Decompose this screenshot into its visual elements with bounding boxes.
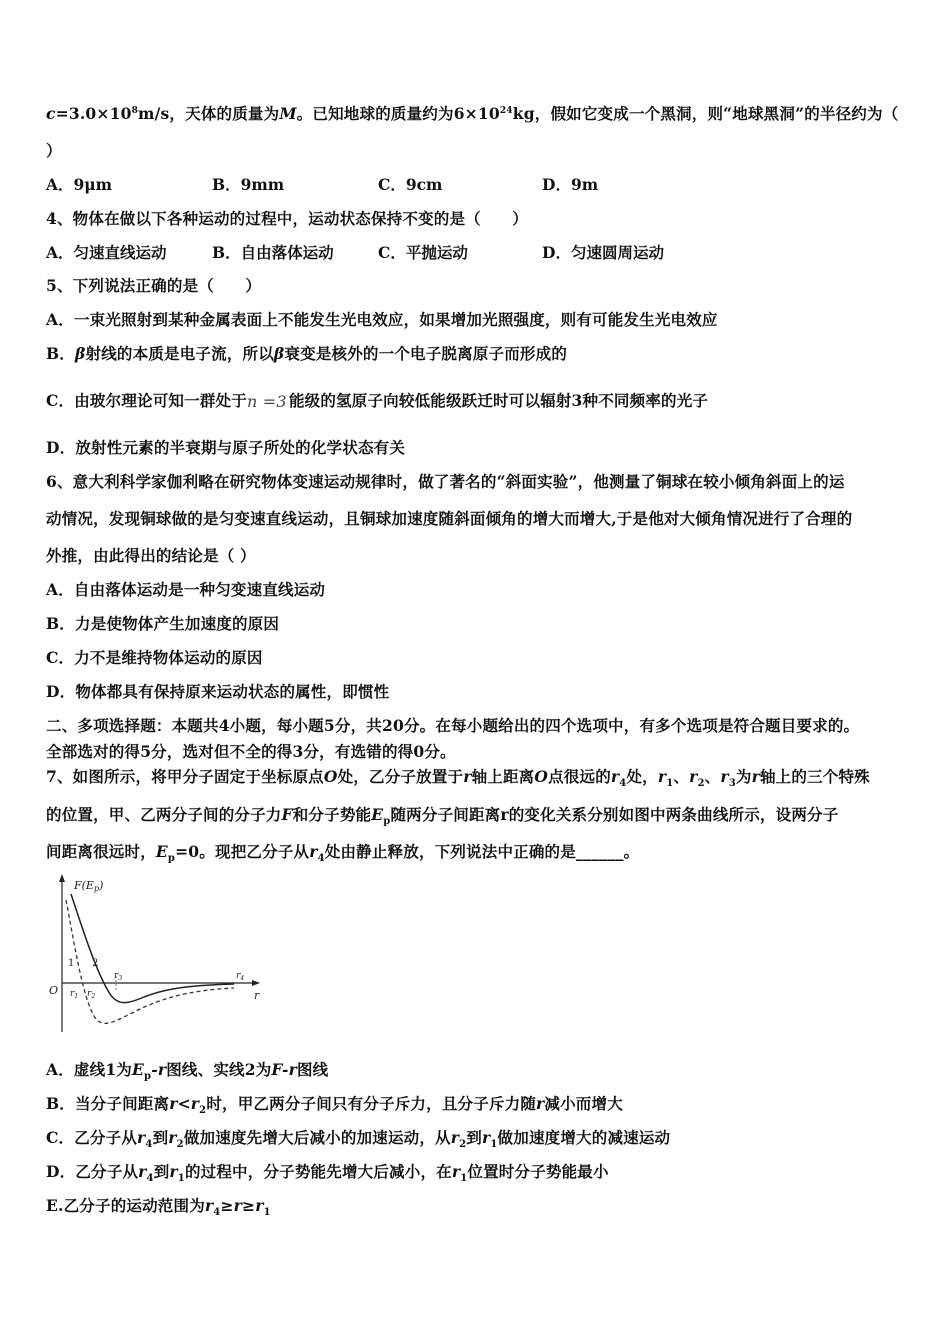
r3-label: $r_3$	[114, 971, 123, 982]
q6-stem-line3: 外推，由此得出的结论是（ ）	[46, 546, 256, 565]
q4-option-a: A．匀速直线运动	[46, 243, 167, 262]
q3-option-d: D．9m	[542, 175, 599, 194]
q6-option-a: A．自由落体运动是一种匀变速直线运动	[46, 580, 326, 599]
r2-label: $r_2$	[87, 989, 96, 1000]
q6-stem-line2: 动情况，发现铜球做的是匀变速直线运动，且铜球加速度随斜面倾角的增大而增大,于是他对大倾角情况进行了合理的	[46, 509, 853, 528]
q3-option-c: C．9cm	[378, 175, 443, 194]
r1-label: $r_1$	[70, 989, 79, 1000]
q3-stem-line2: ）	[46, 141, 62, 160]
q7-option-a: A．虚线1为$E_p-r$图线、实线2为F-r图线	[46, 1060, 329, 1083]
q5-option-d: D．放射性元素的半衰期与原子所处的化学状态有关	[46, 438, 406, 457]
r-axis-label: r	[254, 989, 260, 1002]
figure-svg	[44, 872, 269, 1037]
q4-stem: 4、物体在做以下各种运动的过程中，运动状态保持不变的是（ ）	[46, 209, 528, 228]
section2-header-line2: 全部选对的得5分，选对但不全的得3分，有选错的得0分。	[46, 742, 456, 761]
q4-option-d: D．匀速圆周运动	[542, 243, 664, 262]
y-axis-arrow	[59, 874, 65, 882]
q4-option-c: C．平抛运动	[378, 243, 468, 262]
n-equals-3-formula: n =3	[246, 392, 287, 411]
q7-option-c: C．乙分子从$r_4$到$r_2$做加速度先增大后减小的加速运动，从$r_2$到$r_1$做加速度增大的减速运动	[46, 1128, 671, 1151]
curve-1-label: 1	[68, 958, 75, 969]
curve-2-label: 2	[92, 958, 99, 969]
q3-stem-line1: $c=3.0\times 10^8m/s$，天体的质量为M。已知地球的质量约为$6\times 10^{24}kg$，假如它变成一个黑洞，则“地球黑洞”的半径约为（	[46, 104, 899, 123]
q6-option-d: D．物体都具有保持原来运动状态的属性，即惯性	[46, 682, 390, 701]
r-axis-arrow	[252, 980, 260, 986]
q4-option-b: B．自由落体运动	[212, 243, 334, 262]
q5-option-a: A．一束光照射到某种金属表面上不能发生光电效应，如果增加光照强度，则有可能发生光电效应	[46, 310, 718, 329]
q7-stem-line1: 7、如图所示，将甲分子固定于坐标原点O处，乙分子放置于r轴上距离O点很远的$r_4$处，$r_1$、$r_2$、$r_3$为r轴上的三个特殊	[46, 767, 870, 790]
curve-2-solid	[71, 894, 234, 1003]
q6-option-c: C．力不是维持物体运动的原因	[46, 648, 263, 667]
origin-label: O	[49, 984, 59, 997]
section2-header-line1: 二、多项选择题：本题共4小题，每小题5分，共20分。在每小题给出的四个选项中，有多个选项是符合题目要求的。	[46, 716, 860, 735]
y-axis-label: F(Ep)	[74, 879, 104, 893]
q7-stem-line2: 的位置，甲、乙两分子间的分子力F和分子势能$E_p$随两分子间距离r的变化关系分别如图中两条曲线所示，设两分子	[46, 805, 839, 828]
q5-stem: 5、下列说法正确的是（ ）	[46, 276, 262, 295]
molecular-force-potential-figure	[44, 872, 269, 1037]
q5-option-b: B．β射线的本质是电子流，所以β衰变是核外的一个电子脱离原子而形成的	[46, 344, 568, 363]
r4-label: $r_4$	[236, 971, 245, 982]
q7-option-e: E.乙分子的运动范围为$r_4\ge r\ge r_1$	[46, 1196, 271, 1219]
q6-stem-line1: 6、意大利科学家伽利略在研究物体变速运动规律时，做了著名的“斜面实验”，他测量了铜球在较小倾角斜面上的运	[46, 472, 845, 491]
q7-option-b: B．当分子间距离$r<r_2$时，甲乙两分子间只有分子斥力，且分子斥力随r减小而增大	[46, 1094, 623, 1117]
q3-option-a: A．9μm	[46, 175, 113, 194]
q7-option-d: D．乙分子从$r_4$到$r_1$的过程中，分子势能先增大后减小，在$r_1$位置时分子势能最小	[46, 1162, 609, 1185]
q5-option-c: C．由玻尔理论可知一群处于 n =3 能级的氢原子向较低能级跃迁时可以辐射3种不同频率的光子	[46, 391, 709, 411]
q6-option-b: B．力是使物体产生加速度的原因	[46, 614, 280, 633]
q3-option-b: B．9mm	[212, 175, 285, 194]
q7-stem-line3: 间距离很远时，$E_p=0$。现把乙分子从$r_4$处由静止释放，下列说法中正确的是______。	[46, 842, 640, 865]
